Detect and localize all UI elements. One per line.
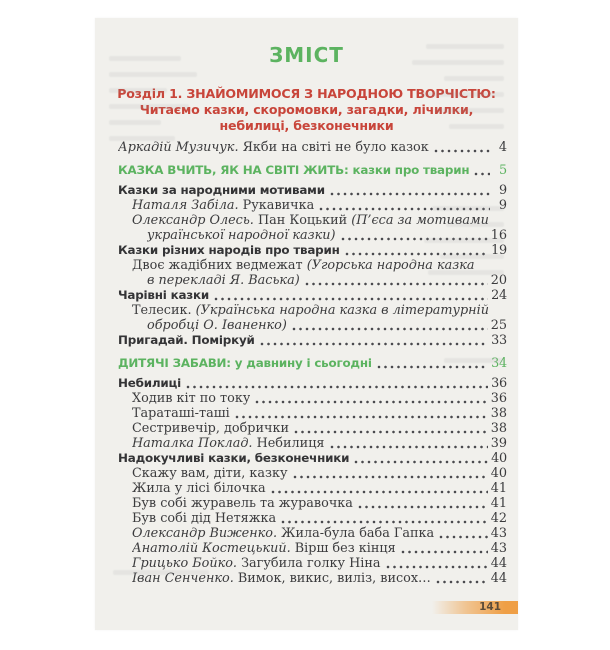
toc-line-text: Олександр Виженко. Жила-була баба Гапка bbox=[132, 526, 435, 541]
toc-line-text: української народної казки) bbox=[147, 228, 336, 243]
toc-line-text: Надокучливі казки, безконечники bbox=[118, 451, 350, 465]
dot-leader bbox=[235, 415, 488, 419]
toc-line-text: Аркадій Музичук. Якби на світі не було казок bbox=[118, 140, 429, 155]
toc-line bbox=[118, 481, 507, 496]
page-bleed-through bbox=[109, 104, 189, 109]
toc-line bbox=[118, 541, 507, 556]
toc-line-text: Наталя Забіла. Рукавичка bbox=[132, 198, 315, 213]
footer-page-bar bbox=[432, 601, 518, 614]
toc-page-number: 9 bbox=[498, 198, 507, 213]
toc-page-number: 9 bbox=[499, 183, 507, 198]
page-bleed-through bbox=[113, 570, 209, 575]
toc-page-number: 40 bbox=[490, 466, 507, 481]
toc-line bbox=[118, 406, 507, 421]
toc-page-number: 38 bbox=[490, 406, 507, 421]
toc-page-number: 43 bbox=[490, 526, 507, 541]
page-bleed-through bbox=[412, 60, 504, 65]
dot-leader bbox=[294, 430, 488, 434]
toc-line bbox=[118, 318, 507, 333]
page-bleed-through bbox=[426, 44, 504, 49]
toc-page-number: 41 bbox=[490, 481, 507, 496]
toc-line-text: Жила у лісі білочка bbox=[132, 481, 266, 496]
page-bleed-through bbox=[440, 254, 504, 259]
page-bleed-through bbox=[109, 120, 161, 125]
page-bleed-through bbox=[424, 238, 504, 243]
toc-page-number: 34 bbox=[491, 356, 507, 371]
toc-line-text: в перекладі Я. Васька) bbox=[147, 273, 300, 288]
dot-leader bbox=[358, 505, 488, 509]
toc-line-text: Анатолій Костецький. Вірш без кінця bbox=[132, 541, 396, 556]
toc-line-text: Пригадай. Поміркуй bbox=[118, 333, 255, 347]
toc-page-number: 20 bbox=[490, 273, 507, 288]
toc-line bbox=[118, 511, 507, 526]
dot-leader bbox=[281, 520, 488, 524]
toc-line bbox=[118, 421, 507, 436]
toc-line-text: Казки за народними мотивами bbox=[118, 183, 325, 197]
toc-line-text: Був собі журавель та журавочка bbox=[132, 496, 353, 511]
toc-line bbox=[118, 288, 507, 303]
toc-line-text: обробці О. Іваненко) bbox=[147, 318, 287, 333]
toc-page-number: 4 bbox=[498, 140, 507, 155]
dot-leader bbox=[330, 445, 488, 449]
toc-line bbox=[118, 436, 507, 451]
toc-page-number: 43 bbox=[490, 541, 507, 556]
dot-leader bbox=[439, 535, 488, 539]
dot-leader bbox=[305, 282, 488, 286]
dot-leader bbox=[186, 385, 488, 389]
toc-line bbox=[118, 526, 507, 541]
dot-leader bbox=[474, 172, 490, 176]
toc-line bbox=[118, 466, 507, 481]
toc-line bbox=[118, 303, 507, 318]
dot-leader bbox=[377, 365, 488, 369]
page-bleed-through bbox=[109, 72, 197, 77]
book-page bbox=[95, 18, 518, 630]
page-bleed-through bbox=[446, 222, 504, 227]
section-header-line1: Розділ 1. ЗНАЙОМИМОСЯ З НАРОДНОЮ ТВОРЧІСТЮ: bbox=[117, 86, 496, 101]
toc-line bbox=[118, 183, 507, 198]
toc-page-number: 39 bbox=[490, 436, 507, 451]
toc-line-text: Тараташі-таші bbox=[132, 406, 230, 421]
toc-line bbox=[118, 140, 507, 155]
toc-line bbox=[118, 273, 507, 288]
footer-page-number: 141 bbox=[479, 601, 501, 613]
toc-line bbox=[118, 496, 507, 511]
toc-line-text: Був собі дід Нетяжка bbox=[132, 511, 277, 526]
toc-line bbox=[118, 333, 507, 348]
toc-page-number: 36 bbox=[490, 391, 507, 406]
toc-page-number: 38 bbox=[490, 421, 507, 436]
toc-page-number: 5 bbox=[499, 163, 507, 178]
page-bleed-through bbox=[420, 92, 504, 97]
toc-line-text: Іван Сенченко. Вимок, викис, виліз, висох… bbox=[132, 571, 431, 586]
toc-page-number: 36 bbox=[491, 376, 507, 391]
page-bleed-through bbox=[109, 56, 181, 61]
page-bleed-through bbox=[428, 270, 504, 275]
toc-line bbox=[118, 451, 507, 466]
section-header-line3: небилиці, безконечники bbox=[219, 118, 394, 133]
toc-page-number: 33 bbox=[491, 333, 507, 348]
section-header-line2: Читаємо казки, скоромовки, загадки, лічилки, bbox=[139, 102, 474, 117]
toc-page-number: 40 bbox=[491, 451, 507, 466]
dot-leader bbox=[386, 565, 488, 569]
dot-leader bbox=[292, 327, 488, 331]
page-bleed-through bbox=[432, 206, 504, 211]
page-bleed-through bbox=[444, 358, 504, 363]
page-bleed-through bbox=[109, 88, 167, 93]
toc-page-number: 16 bbox=[490, 228, 507, 243]
toc-line bbox=[118, 556, 507, 571]
dot-leader bbox=[434, 149, 490, 153]
toc-page-number: 25 bbox=[490, 318, 507, 333]
toc-page-number: 41 bbox=[490, 496, 507, 511]
dot-leader bbox=[260, 342, 488, 346]
dot-leader bbox=[271, 490, 488, 494]
toc-line bbox=[118, 376, 507, 391]
toc-line-text: Чарівні казки bbox=[118, 288, 209, 302]
toc-page-number: 42 bbox=[490, 511, 507, 526]
toc-line-text: Телесик. (Українська народна казка в літературній bbox=[132, 303, 489, 318]
dot-leader bbox=[330, 192, 490, 196]
dot-leader bbox=[214, 297, 488, 301]
page-bleed-through bbox=[434, 108, 504, 113]
toc-line-text: Наталка Поклад. Небилиця bbox=[132, 436, 325, 451]
page-bleed-through bbox=[444, 76, 504, 81]
dot-leader bbox=[436, 580, 488, 584]
toc-line-text: Скажу вам, діти, казку bbox=[132, 466, 288, 481]
page-bleed-through bbox=[109, 136, 175, 141]
toc-page-number: 24 bbox=[491, 288, 507, 303]
toc-line-text: Олександр Олесь. Пан Коцький (П’єса за мотивами bbox=[132, 213, 489, 228]
toc-page-number: 44 bbox=[490, 571, 507, 586]
dot-leader bbox=[401, 550, 488, 554]
toc-line-text: Небилиці bbox=[118, 376, 181, 390]
dot-leader bbox=[354, 460, 488, 464]
page-title: ЗМІСТ bbox=[269, 43, 344, 67]
toc-line-text: Сестривечір, добрички bbox=[132, 421, 289, 436]
toc-page-number: 19 bbox=[491, 243, 507, 258]
toc-line bbox=[118, 163, 507, 178]
toc-line-text: Грицько Бойко. Загубила голку Ніна bbox=[132, 556, 381, 571]
dot-leader bbox=[255, 400, 487, 404]
dot-leader bbox=[293, 475, 488, 479]
toc-line-text: КАЗКА ВЧИТЬ, ЯК НА СВІТІ ЖИТЬ: казки про тварин bbox=[118, 163, 470, 177]
toc-line-text: Казки різних народів про тварин bbox=[118, 243, 340, 257]
toc-line-text: ДИТЯЧІ ЗАБАВИ: у давнину і сьогодні bbox=[118, 356, 372, 370]
toc-line-text: Двоє жадібних ведмежат (Угорська народна казка bbox=[132, 258, 475, 273]
toc-line-text: Ходив кіт по току bbox=[132, 391, 251, 406]
toc-page-number: 44 bbox=[490, 556, 507, 571]
toc-line bbox=[118, 391, 507, 406]
page-bleed-through bbox=[449, 124, 504, 129]
